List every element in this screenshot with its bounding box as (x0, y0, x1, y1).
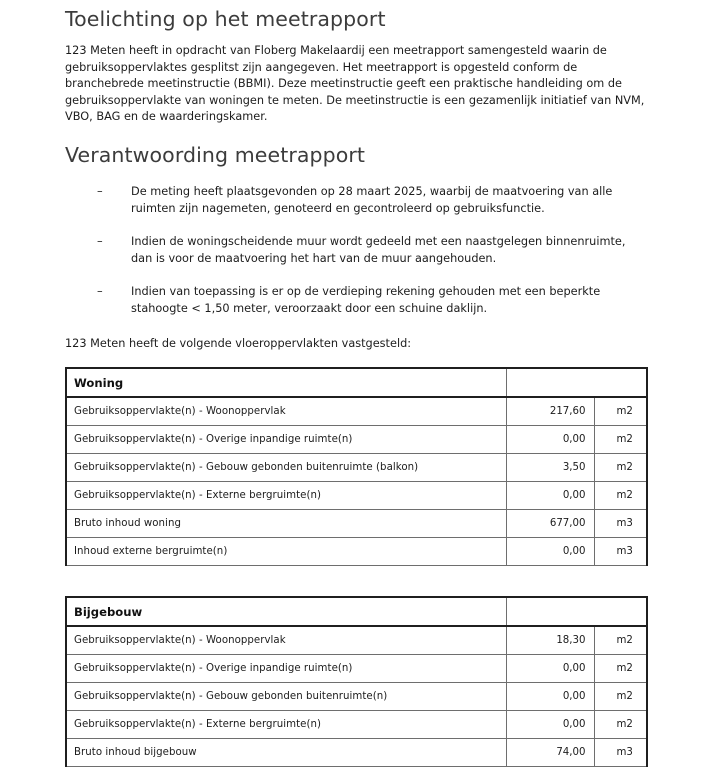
table-header-empty-cell (506, 368, 647, 397)
measurement-unit: m2 (616, 635, 633, 647)
measurement-value-cell (506, 655, 594, 683)
section-toelichting (65, 0, 650, 126)
measurement-value-cell (506, 711, 594, 739)
table-row (66, 482, 647, 510)
measurement-label-cell (66, 426, 506, 454)
bullet-dash-marker: – (97, 184, 103, 198)
measurement-value-cell (506, 510, 594, 538)
measurement-label-cell (66, 683, 506, 711)
measurement-value: 0,00 (562, 691, 586, 703)
measurement-unit: m2 (616, 462, 633, 474)
measurement-label: Gebruiksoppervlakte(n) - Externe bergruimte(n) (74, 490, 322, 502)
measurement-unit-cell (594, 626, 647, 655)
measurement-label: Gebruiksoppervlakte(n) - Overige inpandige ruimte(n) (74, 663, 353, 675)
measurement-value: 0,00 (562, 719, 586, 731)
list-item-text: Indien van toepassing is er op de verdieping rekening gehouden met een beperkte stahoogte < 1,50 meter, veroorzaakt door een schuine daklijn. (131, 285, 601, 315)
verantwoording-bullet-list (65, 170, 650, 318)
measurement-value: 0,00 (562, 434, 586, 446)
table-title-cell (66, 597, 506, 626)
measurement-value-cell (506, 482, 594, 510)
measurement-label-cell (66, 538, 506, 566)
section-heading-verantwoording: Verantwoording meetrapport (65, 142, 366, 167)
measurement-unit-cell (594, 711, 647, 739)
document-content (65, 0, 650, 767)
measurement-unit-cell (594, 655, 647, 683)
list-item (65, 184, 650, 217)
measurement-unit-cell (594, 739, 647, 767)
measurement-value-cell (506, 626, 594, 655)
measurement-unit: m2 (616, 434, 633, 446)
measurement-label-cell (66, 711, 506, 739)
table-title: Bijgebouw (74, 604, 143, 619)
bullet-dash-marker: – (97, 285, 103, 299)
measurement-value: 0,00 (562, 663, 586, 675)
measurement-unit-cell (594, 482, 647, 510)
table-header-row (66, 368, 647, 397)
measurement-unit: m2 (616, 691, 633, 703)
table-row (66, 510, 647, 538)
measurement-label-cell (66, 397, 506, 426)
intro-paragraph: 123 Meten heeft in opdracht van Floberg Makelaardij een meetrapport samengesteld waarin de gebruiksoppervlaktes gesplitst zijn aangegeven. Het meetrapport is opgesteld conform de branchebrede meetinstructie (BBMI). Deze meetinstructie geeft een praktische handleiding om de gebruiksoppervlakte van woningen te meten. De meetinstructie is een gezamenlijk initiatief van NVM, VBO, BAG en de waarderingskamer. (65, 44, 645, 124)
table-row (66, 626, 647, 655)
table-row (66, 739, 647, 767)
measurement-unit: m2 (616, 406, 633, 418)
measurement-label: Bruto inhoud woning (74, 518, 181, 530)
measurement-value: 677,00 (549, 518, 586, 530)
bullet-dash-marker: – (97, 235, 103, 249)
table-row (66, 538, 647, 566)
measurement-tables (65, 367, 650, 767)
measurement-unit: m2 (616, 490, 633, 502)
measurement-unit: m2 (616, 719, 633, 731)
measurement-table (65, 367, 648, 566)
measurement-label: Gebruiksoppervlakte(n) - Externe bergruimte(n) (74, 719, 322, 731)
measurement-value-cell (506, 538, 594, 566)
page-title: Toelichting op het meetrapport (65, 7, 386, 31)
list-item-text: De meting heeft plaatsgevonden op 28 maart 2025, waarbij de maatvoering van alle ruimten zijn nagemeten, genoteerd en gecontroleerd op gebruiksfunctie. (131, 184, 613, 215)
table-row (66, 655, 647, 683)
measurement-unit: m2 (616, 663, 633, 675)
measurement-unit: m3 (616, 518, 633, 530)
measurement-value-cell (506, 426, 594, 454)
measurement-value: 217,60 (549, 406, 586, 418)
measurement-label-cell (66, 739, 506, 767)
measurement-value: 0,00 (562, 546, 586, 558)
measurement-unit-cell (594, 397, 647, 426)
measurement-value: 18,30 (556, 635, 586, 647)
measurement-label: Gebruiksoppervlakte(n) - Gebouw gebonden buitenruimte(n) (74, 691, 388, 703)
measurement-value-cell (506, 683, 594, 711)
measurement-label: Gebruiksoppervlakte(n) - Woonoppervlak (74, 406, 286, 418)
measurement-unit: m3 (616, 747, 633, 759)
measurement-value-cell (506, 739, 594, 767)
table-header-row (66, 597, 647, 626)
measurement-label: Gebruiksoppervlakte(n) - Woonoppervlak (74, 635, 286, 647)
list-item (65, 284, 650, 317)
measurement-label: Bruto inhoud bijgebouw (74, 747, 197, 759)
measurement-label-cell (66, 626, 506, 655)
measurement-label: Gebruiksoppervlakte(n) - Overige inpandige ruimte(n) (74, 434, 353, 446)
table-spacer (65, 566, 650, 581)
list-item (65, 234, 650, 267)
table-row (66, 711, 647, 739)
measurement-value: 3,50 (562, 462, 586, 474)
table-title: Woning (74, 375, 124, 390)
measurement-unit: m3 (616, 546, 633, 558)
table-row (66, 454, 647, 482)
measurement-unit-cell (594, 683, 647, 711)
measurement-value-cell (506, 454, 594, 482)
measurement-unit-cell (594, 538, 647, 566)
list-item-text: Indien de woningscheidende muur wordt gedeeld met een naastgelegen binnenruimte, dan is voor de maatvoering het hart van de muur aangehouden. (131, 235, 626, 265)
measurement-label: Gebruiksoppervlakte(n) - Gebouw gebonden buitenruimte (balkon) (74, 462, 419, 474)
measurement-unit-cell (594, 426, 647, 454)
measurement-value: 74,00 (556, 747, 586, 759)
table-title-cell (66, 368, 506, 397)
measurement-label-cell (66, 655, 506, 683)
table-row (66, 426, 647, 454)
table-row (66, 397, 647, 426)
tables-intro-line: 123 Meten heeft de volgende vloeroppervlakten vastgesteld: (65, 336, 412, 350)
section-verantwoording (65, 126, 650, 318)
measurement-label-cell (66, 454, 506, 482)
table-header-empty-cell (506, 597, 647, 626)
measurement-value: 0,00 (562, 490, 586, 502)
measurement-label: Inhoud externe bergruimte(n) (74, 546, 228, 558)
measurement-value-cell (506, 397, 594, 426)
measurement-label-cell (66, 510, 506, 538)
measurement-unit-cell (594, 454, 647, 482)
measurement-unit-cell (594, 510, 647, 538)
measurement-label-cell (66, 482, 506, 510)
measurement-table (65, 596, 648, 767)
table-row (66, 683, 647, 711)
